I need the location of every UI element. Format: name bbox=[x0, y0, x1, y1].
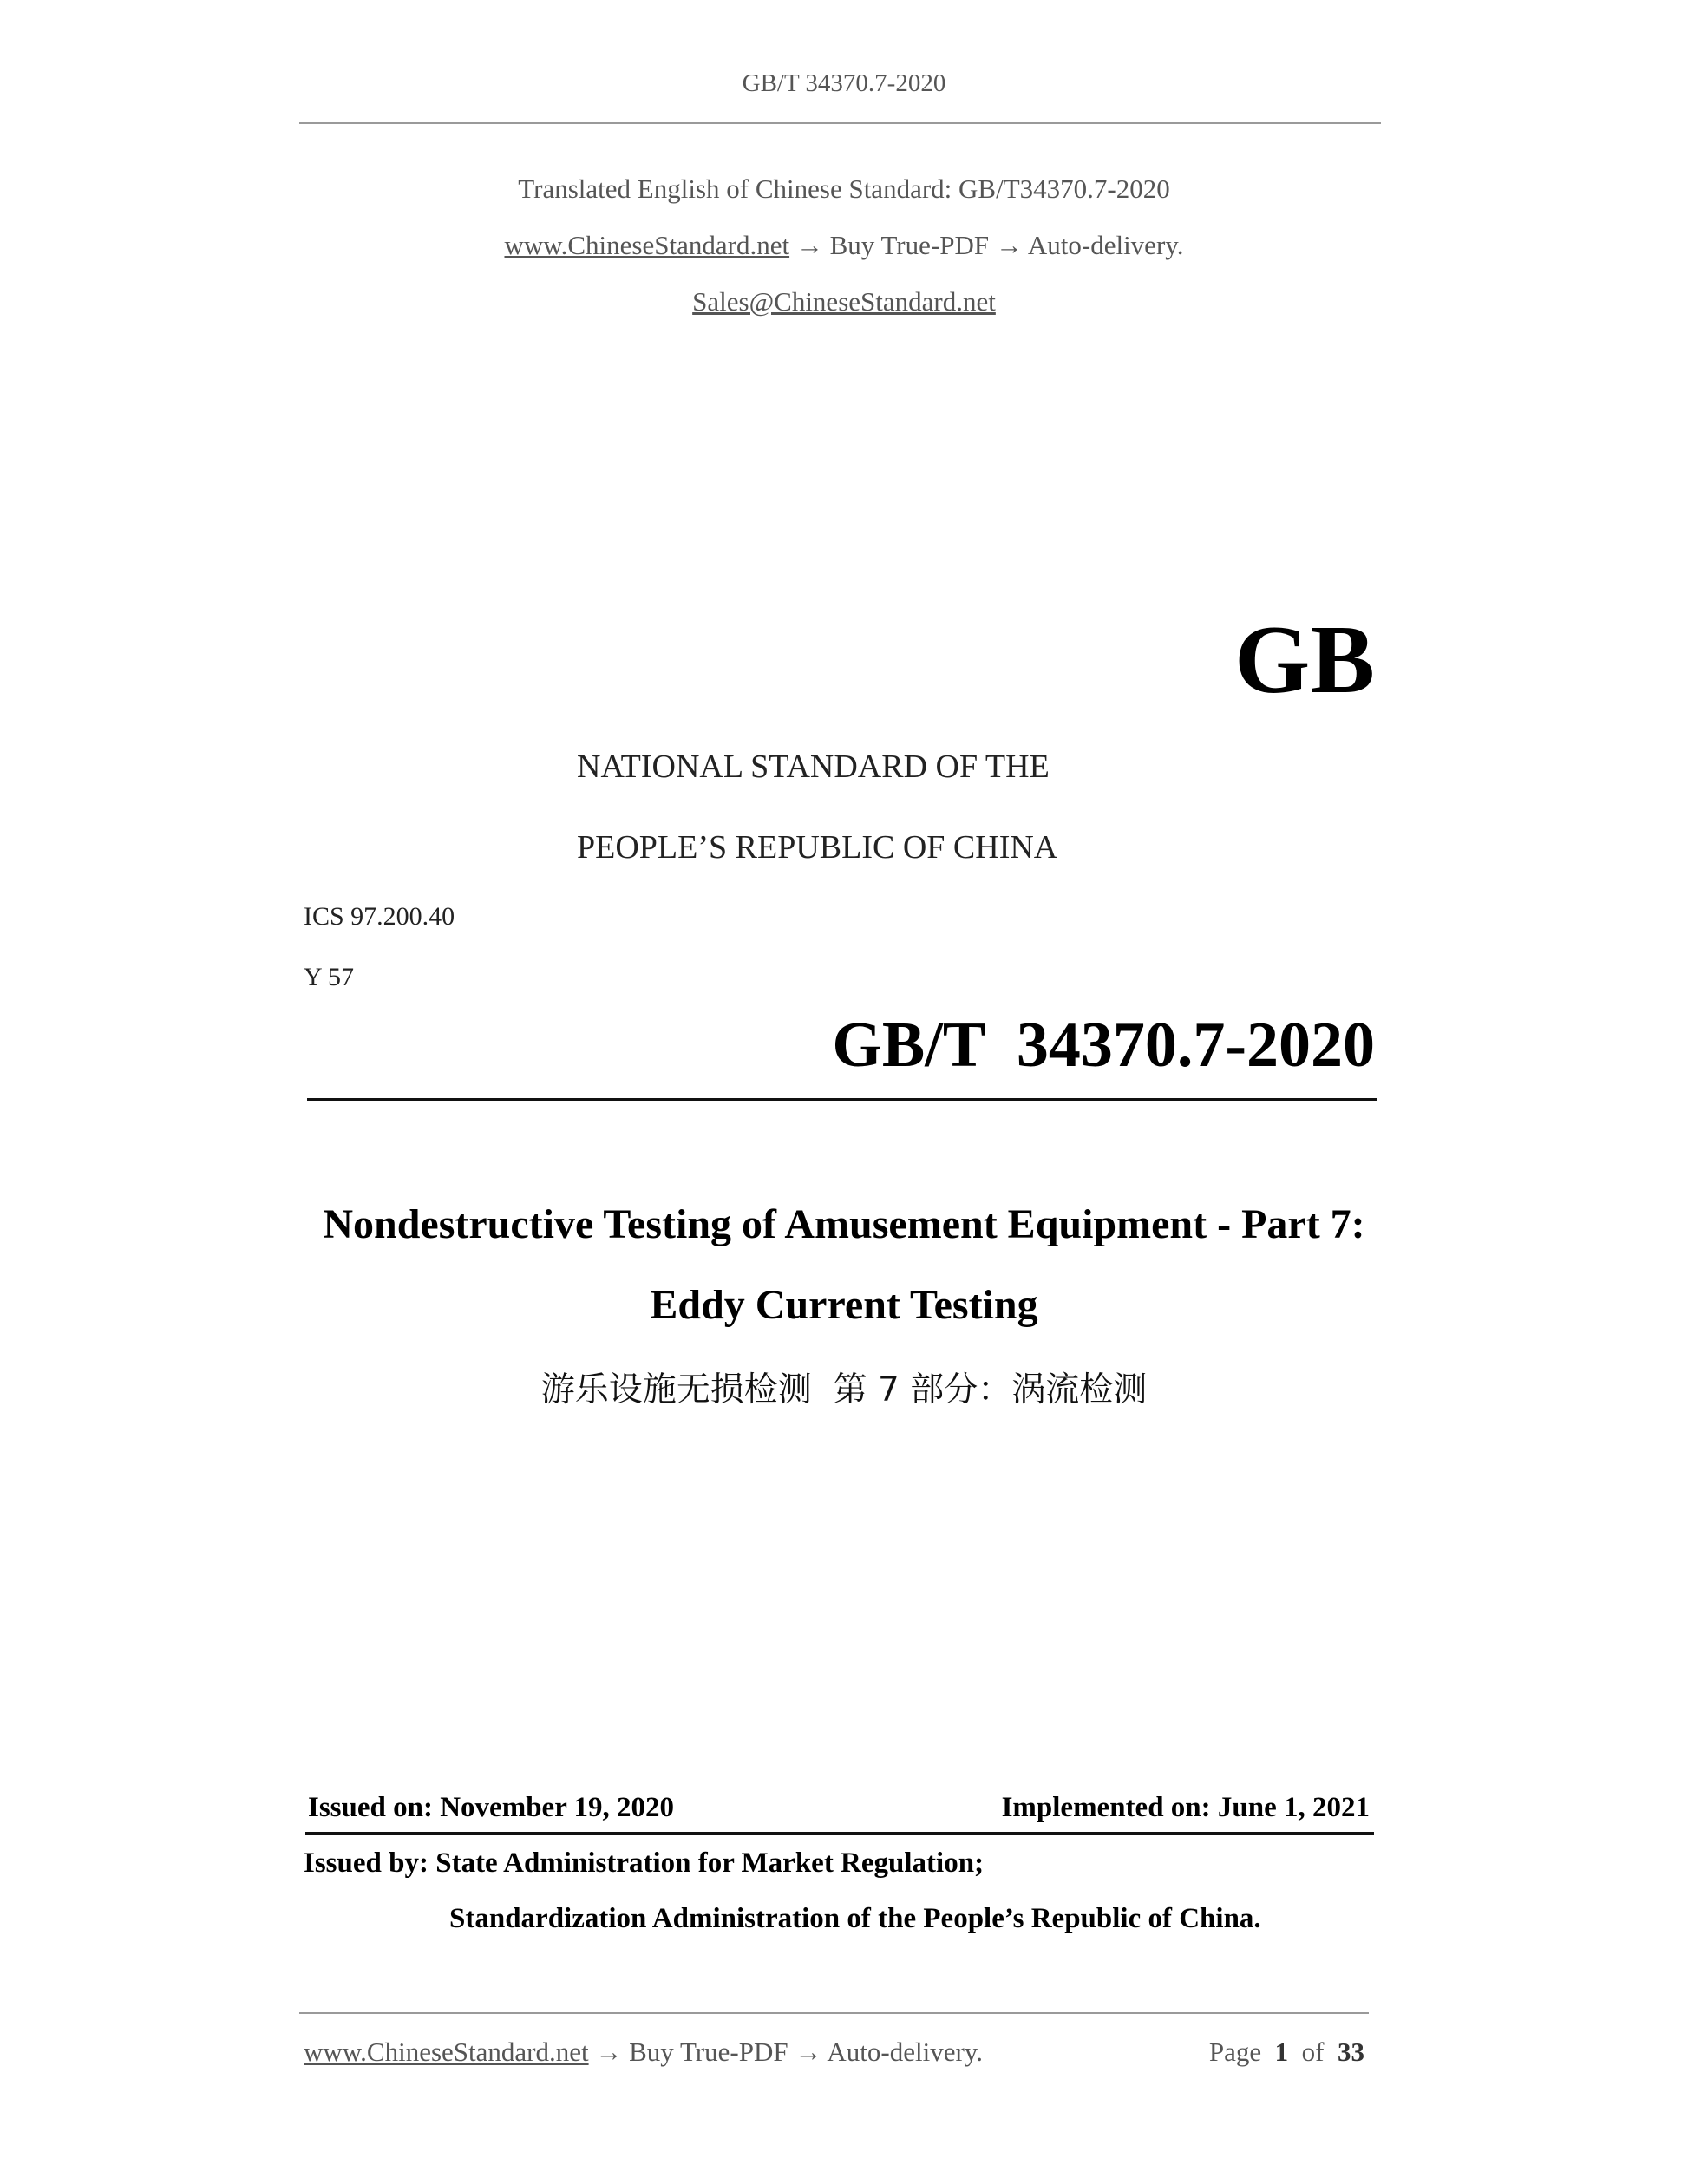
running-header: GB/T 34370.7-2020 bbox=[742, 69, 946, 97]
issued-on: Issued on: November 19, 2020 bbox=[308, 1792, 674, 1823]
header-divider bbox=[299, 122, 1381, 124]
arrow-right-icon: → bbox=[595, 2037, 623, 2067]
footer-divider bbox=[299, 2012, 1369, 2014]
arrow-right-icon: → bbox=[995, 230, 1023, 260]
dates-divider bbox=[305, 1832, 1374, 1835]
page-indicator bbox=[1209, 2037, 1364, 2068]
ccs-code: Y 57 bbox=[304, 963, 355, 991]
gb-mark: GB bbox=[1234, 606, 1375, 714]
buy-true-pdf-text: Buy True-PDF bbox=[829, 230, 990, 260]
sales-email-link[interactable]: Sales@ChineseStandard.net bbox=[692, 286, 996, 317]
footer-purchase-notice bbox=[304, 2037, 983, 2068]
page-number: 1 bbox=[1274, 2037, 1289, 2067]
title-english-line2: Eddy Current Testing bbox=[650, 1282, 1038, 1328]
page-total: 33 bbox=[1338, 2037, 1364, 2067]
issued-by-line1: Issued by: State Administration for Market Regulation; bbox=[304, 1847, 985, 1879]
standard-number-underline bbox=[307, 1098, 1377, 1101]
auto-delivery-text: Auto-delivery. bbox=[1027, 230, 1184, 260]
title-english-line1: Nondestructive Testing of Amusement Equipment - Part 7: bbox=[323, 1201, 1365, 1247]
page-label: Page bbox=[1208, 2037, 1262, 2067]
footer-buy-true-pdf-text: Buy True-PDF bbox=[629, 2037, 788, 2067]
issued-by-line2: Standardization Administration of the People’s Republic of China. bbox=[449, 1903, 1261, 1934]
standard-number: GB/T 34370.7-2020 bbox=[832, 1010, 1375, 1081]
national-standard-line1: NATIONAL STANDARD OF THE bbox=[577, 749, 1050, 785]
ics-code: ICS 97.200.40 bbox=[304, 902, 455, 931]
translation-notice: Translated English of Chinese Standard: GB/T34370.7-2020 bbox=[518, 173, 1170, 204]
footer-website-link[interactable]: www.ChineseStandard.net bbox=[304, 2037, 589, 2067]
implemented-on: Implemented on: June 1, 2021 bbox=[1001, 1792, 1370, 1823]
purchase-notice bbox=[0, 230, 1688, 261]
website-link[interactable]: www.ChineseStandard.net bbox=[504, 230, 790, 260]
arrow-right-icon: → bbox=[795, 230, 823, 260]
national-standard-line2: PEOPLE’S REPUBLIC OF CHINA bbox=[577, 829, 1058, 866]
arrow-right-icon: → bbox=[795, 2037, 822, 2067]
title-chinese: 游乐设施无损检测 第 7 部分：涡流检测 bbox=[540, 1370, 1148, 1409]
footer-auto-delivery-text: Auto-delivery. bbox=[827, 2037, 984, 2067]
of-label: of bbox=[1301, 2037, 1325, 2067]
email-line bbox=[0, 286, 1688, 317]
